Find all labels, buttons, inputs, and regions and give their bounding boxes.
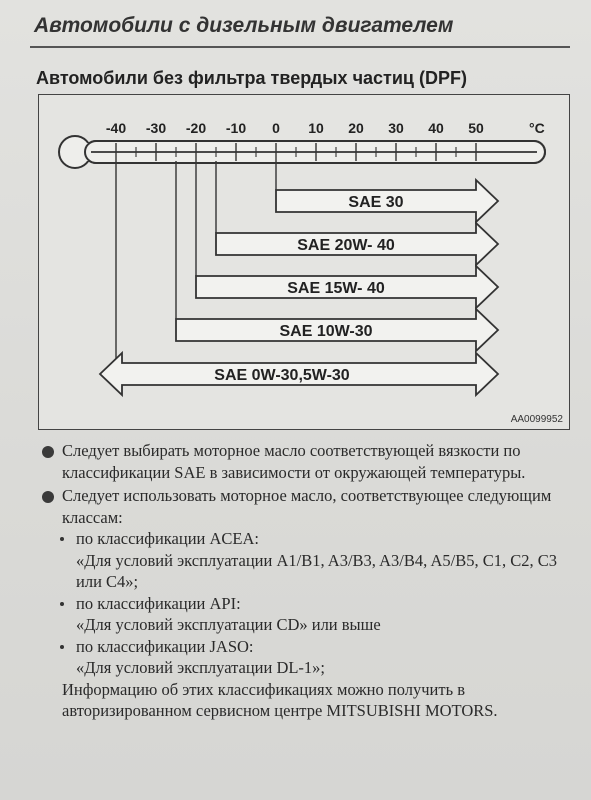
small-bullet-icon xyxy=(60,645,64,649)
list-item-label: по классификации JASO: xyxy=(76,636,254,656)
tick-label: -10 xyxy=(225,120,247,136)
list-item-detail: «Для условий эксплуатации CD» или выше xyxy=(76,615,381,634)
tick-label: -20 xyxy=(185,120,207,136)
section-title: Автомобили с дизельным двигателем xyxy=(34,14,454,37)
bullet-icon xyxy=(42,446,54,458)
list-item-acea xyxy=(38,528,578,550)
list-item-label: по классификации ACEA: xyxy=(76,529,259,548)
list-item-jaso xyxy=(38,636,578,658)
tick-label: 30 xyxy=(388,120,404,136)
subtitle: Автомобили без фильтра твердых частиц (DPF) xyxy=(36,68,467,88)
tick-label: 10 xyxy=(308,120,324,136)
small-bullet-icon xyxy=(60,537,64,541)
bullet-text: Следует выбирать моторное масло соответствующей вязкости по классификации SAE в зависимости от окружающей температуры. xyxy=(62,441,526,482)
instructions xyxy=(38,440,578,722)
range-label: SAE 20W- 40 xyxy=(297,237,395,254)
bullet-icon xyxy=(42,491,54,503)
tick-label: 20 xyxy=(348,120,364,136)
figure-code: AA0099952 xyxy=(510,414,563,425)
footer-note: Информацию об этих классификациях можно получить в авторизированном сервисном центре MITSUBISHI MOTORS. xyxy=(62,679,498,720)
list-item-detail: «Для условий эксплуатации DL-1»; xyxy=(76,658,326,677)
list-item-api xyxy=(38,593,578,615)
list-item-label: по классификации API: xyxy=(76,593,241,613)
tick-label: -30 xyxy=(145,120,167,136)
title-divider xyxy=(30,46,570,48)
viscosity-chart-svg xyxy=(39,95,569,429)
range-label: SAE 30 xyxy=(348,194,404,211)
bullet-viscosity xyxy=(38,440,578,483)
range-label: SAE 15W- 40 xyxy=(287,280,385,297)
unit-label: °C xyxy=(529,120,545,136)
tick-label: 50 xyxy=(468,120,484,136)
range-label: SAE 0W-30,5W-30 xyxy=(214,367,350,384)
small-bullet-icon xyxy=(60,602,64,606)
bullet-text: Следует использовать моторное масло, соответствующее следующим классам: xyxy=(62,486,552,527)
tick-label: 40 xyxy=(428,120,444,136)
list-item-detail: «Для условий эксплуатации A1/B1, A3/B3, A3/B4, A5/B5, C1, C2, C3 или C4»; xyxy=(76,550,557,591)
range-label: SAE 10W-30 xyxy=(279,323,373,340)
tick-label: 0 xyxy=(272,120,280,136)
oil-viscosity-chart xyxy=(38,94,570,430)
tick-label: -40 xyxy=(105,120,127,136)
bullet-classes xyxy=(38,485,578,528)
